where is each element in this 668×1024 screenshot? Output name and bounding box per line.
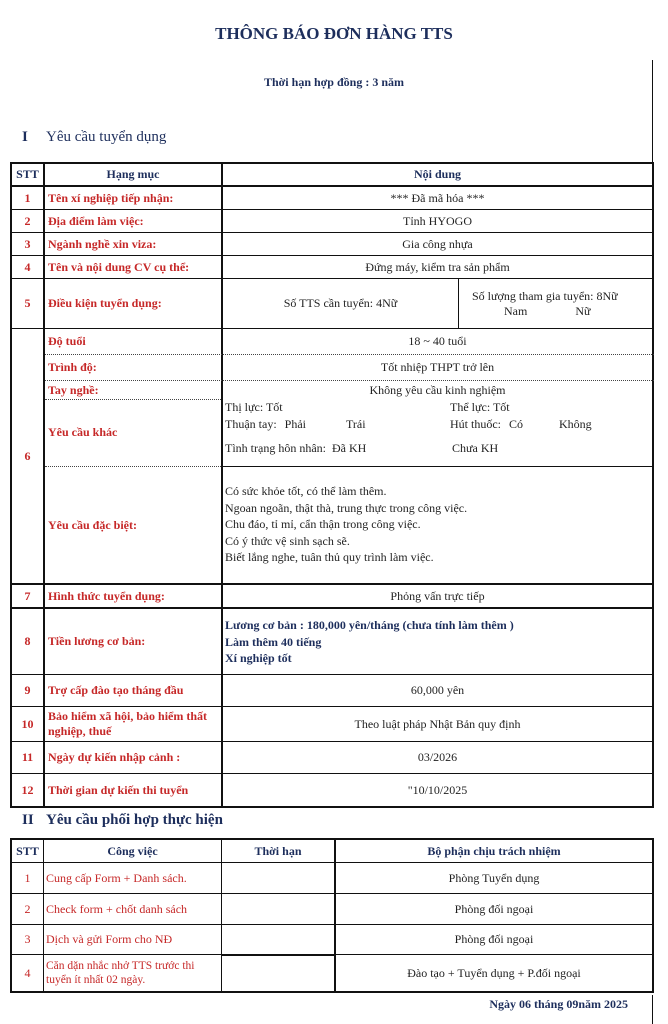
special-req-item: Ngoan ngoãn, thật thà, trung thực trong công việc. — [225, 500, 468, 515]
row-11-value: 03/2026 — [417, 750, 458, 764]
special-req-item: Biết lắng nghe, tuân thủ quy trình làm việc. — [225, 550, 434, 564]
row-12-label: Thời gian dự kiến thi tuyển — [48, 782, 189, 797]
marital-single: Chưa KH — [452, 441, 499, 455]
skill-label: Tay nghề: — [48, 382, 99, 397]
fitness: Thể lực: Tốt — [450, 400, 510, 414]
special-req-item: Có ý thức vệ sinh sạch sẽ. — [225, 533, 350, 548]
page-edge-line — [652, 995, 653, 1024]
row-8-label: Tiền lương cơ bản: — [48, 634, 146, 648]
row-4-stt: 4 — [24, 259, 31, 274]
row-10-value: Theo luật pháp Nhật Bản quy định — [354, 716, 521, 731]
section-2-heading: II Yêu cầu phối hợp thực hiện — [22, 812, 223, 828]
education-label: Trình độ: — [48, 359, 97, 374]
t2-row-3-dept: Phòng đối ngoại — [454, 932, 534, 946]
row-7-stt: 7 — [24, 588, 31, 603]
t2-row-2-dept: Phòng đối ngoại — [454, 901, 534, 916]
row-12-value: "10/10/2025 — [407, 782, 468, 797]
row-10-stt: 10 — [21, 716, 34, 731]
t2-row-3-stt: 3 — [24, 932, 31, 946]
age-label: Độ tuổi — [48, 333, 86, 348]
row-5-participants: Số lượng tham gia tuyển: 8Nữ Nam Nữ — [472, 288, 618, 318]
row-2-label: Địa điểm làm việc: — [48, 213, 144, 228]
row-5-stt: 5 — [24, 296, 31, 310]
row-6-stt: 6 — [24, 448, 31, 463]
row-7-value: Phỏng vấn trực tiếp — [390, 588, 485, 603]
t2-header-dept: Bộ phận chịu trách nhiệm — [427, 843, 561, 858]
row-3-stt: 3 — [24, 236, 31, 251]
contract-term: Thời hạn hợp đồng : 3 năm — [263, 75, 404, 89]
t2-row-4-task: Căn dặn nhắc nhở TTS trước thi tuyển ít nhất 02 ngày. — [46, 960, 195, 986]
t2-row-3-task: Dịch và gửi Form cho NĐ — [46, 932, 173, 946]
age-value: 18 ~ 40 tuổi — [408, 333, 467, 348]
row-3-label: Ngành nghề xin viza: — [48, 236, 157, 251]
row-2-value: Tỉnh HYOGO — [403, 213, 472, 228]
eyesight: Thị lực: Tốt — [225, 400, 283, 414]
marital-status: Tình trạng hôn nhân: Đã KH — [225, 441, 367, 455]
t2-row-1-stt: 1 — [24, 870, 31, 885]
other-req-label: Yêu cầu khác — [48, 424, 118, 439]
t2-row-4-stt: 4 — [24, 965, 31, 980]
special-req-list — [225, 483, 467, 566]
t2-row-1-task: Cung cấp Form + Danh sách. — [46, 870, 187, 885]
row-11-stt: 11 — [21, 750, 34, 764]
special-req-item: Chu đáo, tỉ mỉ, cẩn thận trong công việc. — [225, 517, 421, 531]
t2-header-task: Công việc — [107, 843, 158, 858]
t2-row-2-task: Check form + chốt danh sách — [46, 901, 188, 916]
education-value: Tốt nhiệp THPT trở lên — [380, 359, 495, 374]
col-header-item: Hạng mục — [106, 167, 160, 181]
row-9-label: Trợ cấp đào tạo tháng đầu — [48, 683, 184, 697]
t2-row-1-dept: Phòng Tuyển dụng — [448, 870, 540, 885]
document-title: THÔNG BÁO ĐƠN HÀNG TTS — [215, 24, 453, 43]
special-req-label: Yêu cầu đặc biệt: — [48, 517, 137, 532]
special-req-item: Có sức khỏe tốt, có thể làm thêm. — [225, 484, 387, 498]
row-2-stt: 2 — [24, 213, 31, 228]
row-5-needed: Số TTS cần tuyển: 4Nữ — [283, 296, 398, 310]
row-3-value: Gia công nhựa — [402, 236, 473, 251]
handedness: Thuận tay: Phải Trái — [225, 417, 366, 431]
row-1-stt: 1 — [24, 190, 31, 205]
row-5-label: Điều kiện tuyển dụng: — [48, 296, 162, 310]
row-7-label: Hình thức tuyển dụng: — [48, 588, 165, 603]
col-header-content: Nội dung — [413, 167, 462, 181]
row-4-label: Tên và nội dung CV cụ thể: — [48, 259, 190, 274]
row-4-value: Đứng máy, kiểm tra sản phẩm — [365, 259, 510, 274]
row-9-stt: 9 — [24, 683, 31, 697]
t2-header-deadline: Thời hạn — [254, 843, 302, 858]
t2-row-4-dept: Đào tạo + Tuyển dụng + P.đối ngoại — [407, 965, 581, 980]
row-10-label: Bảo hiểm xã hội, bảo hiểm thất nghiệp, thuế — [48, 709, 208, 738]
row-12-stt: 12 — [21, 782, 34, 797]
row-11-label: Ngày dự kiến nhập cảnh : — [48, 750, 181, 764]
t2-header-stt: STT — [16, 843, 39, 858]
row-1-label: Tên xí nghiệp tiếp nhận: — [48, 190, 174, 205]
row-9-value: 60,000 yên — [410, 683, 465, 697]
section-1-heading: I Yêu cầu tuyển dụng — [22, 129, 167, 145]
t2-row-2-stt: 2 — [24, 901, 31, 916]
smoking: Hút thuốc: Có Không — [450, 417, 592, 431]
salary-details: Lương cơ bản : 180,000 yên/tháng (chưa tính làm thêm ) Làm thêm 40 tiếng Xí nghiệp tốt — [225, 618, 514, 665]
skill-value: Không yêu cầu kinh nghiệm — [369, 382, 506, 397]
document-date: Ngày 06 tháng 09năm 2025 — [489, 997, 628, 1011]
row-8-stt: 8 — [24, 634, 31, 648]
col-header-stt: STT — [16, 167, 39, 181]
row-1-value: *** Đã mã hóa *** — [390, 190, 485, 205]
